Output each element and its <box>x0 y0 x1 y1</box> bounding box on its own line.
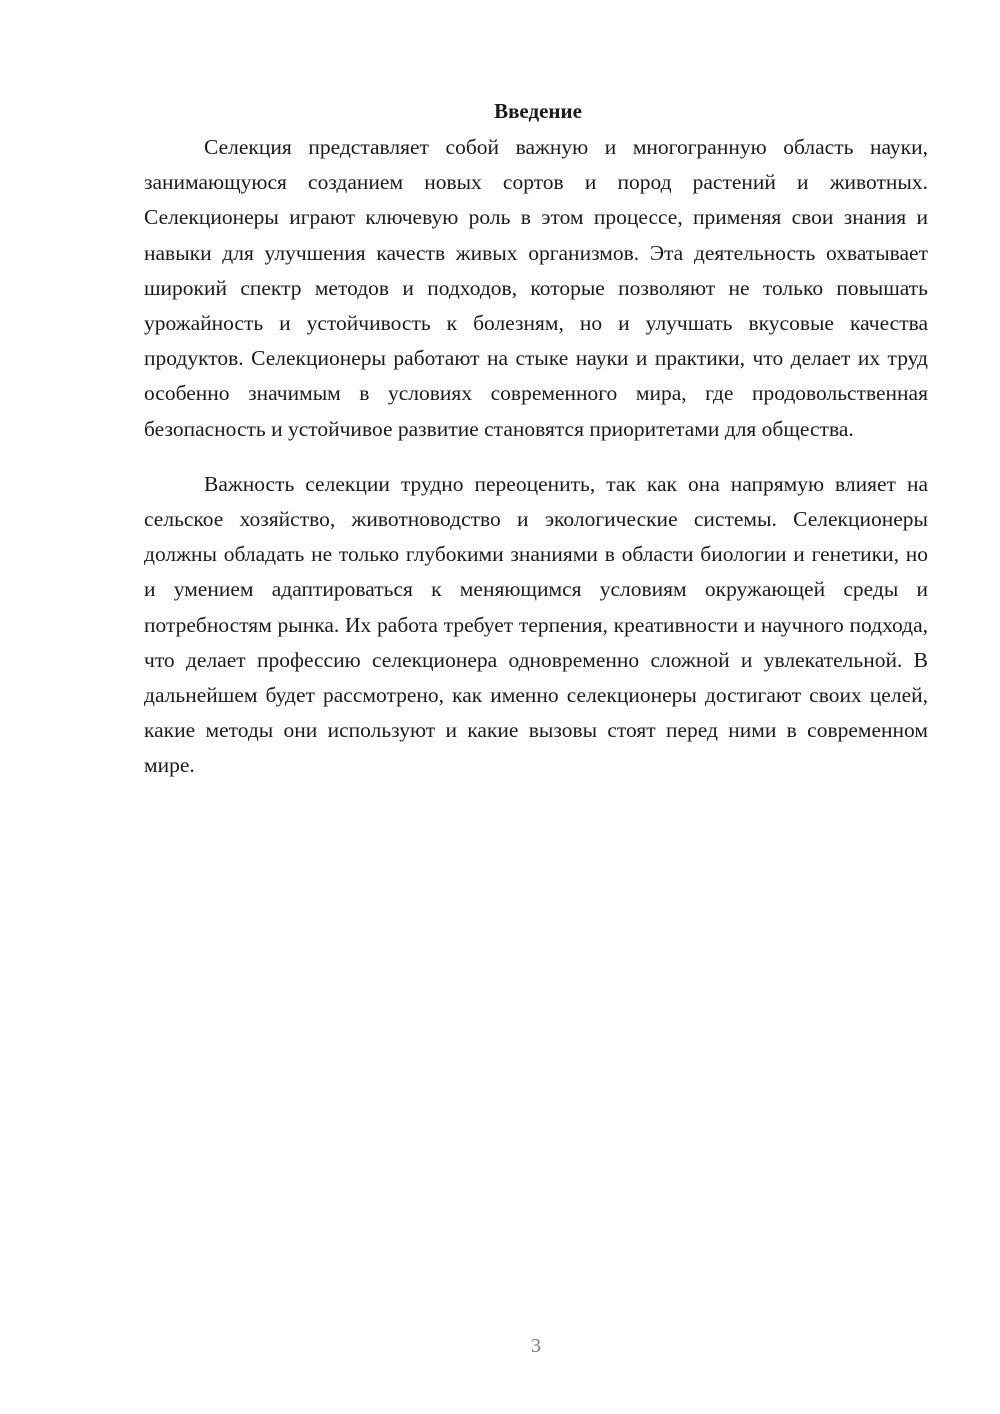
paragraph-1: Селекция представляет собой важную и многогранную область науки, занимающуюся созданием новых сортов и пород растений и животных. Селекционеры играют ключевую роль в этом процессе, применяя свои знания и навыки для улучшения качеств живых организмов. Эта деятельность охватывает широкий спектр методов и подходов, которые позволяют не только повышать урожайность и устойчивость к болезням, но и улучшать вкусовые качества продуктов. Селекционеры работают на стыке науки и практики, что делает их труд особенно значимым в условиях современного мира, где продовольственная безопасность и устойчивое развитие становятся приоритетами для общества. <box>144 135 928 441</box>
page-number: 3 <box>531 1335 541 1357</box>
section-title: Введение <box>494 99 582 123</box>
paragraph-2: Важность селекции трудно переоценить, так как она напрямую влияет на сельское хозяйство, животноводство и экологические системы. Селекционеры должны обладать не только глубокими знаниями в области биологии и генетики, но и умением адаптироваться к меняющимся условиям окружающей среды и потребностям рынка. Их работа требует терпения, креативности и научного подхода, что делает профессию селекционера одновременно сложной и увлекательной. В дальнейшем будет рассмотрено, как именно селекционеры достигают своих целей, какие методы они используют и какие вызовы стоят перед ними в современном мире. <box>144 471 928 778</box>
page-content <box>144 96 928 784</box>
